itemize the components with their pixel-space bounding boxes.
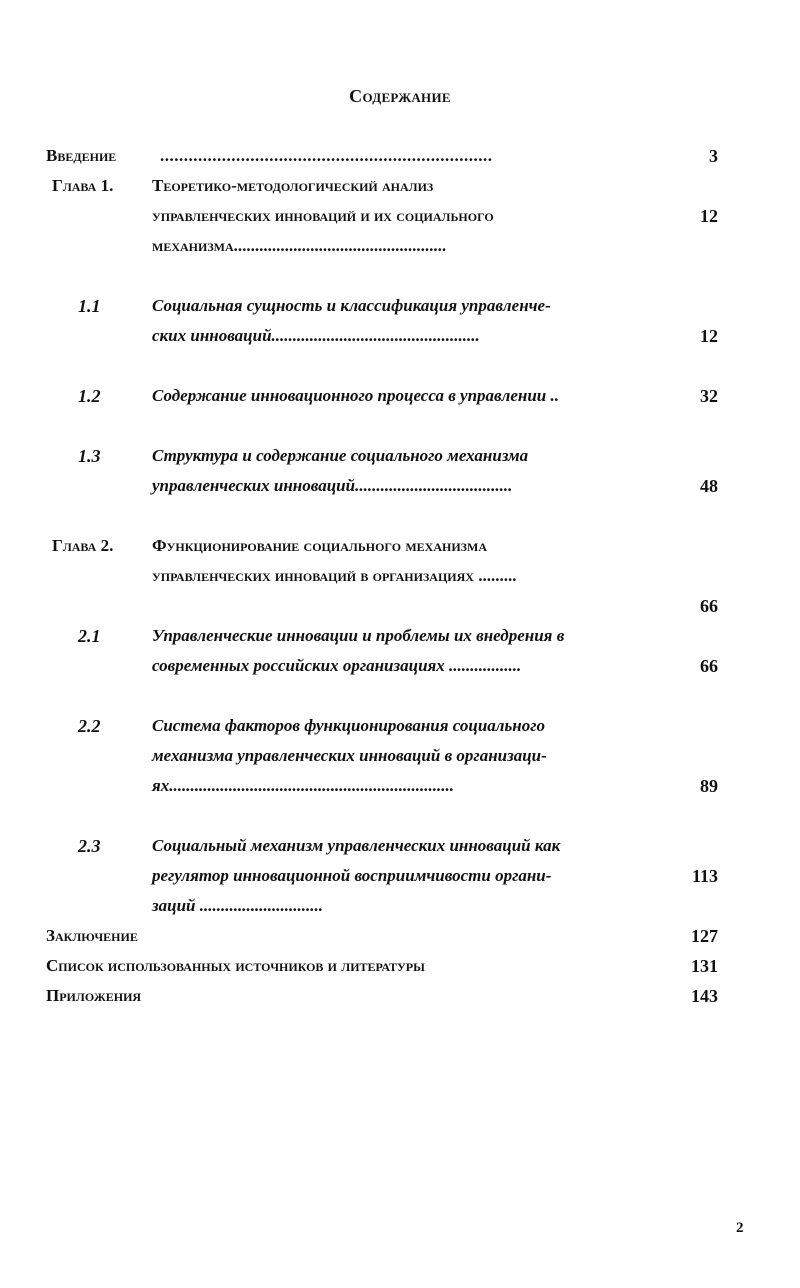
toc-intro-dots: ...................................................................... [160, 146, 493, 165]
toc-ch2-page: 66 [700, 596, 718, 616]
toc-s22-line-3: ях................................................................... [152, 776, 455, 795]
toc-s22-line-2: механизма управленческих инноваций в организаци- [152, 746, 547, 765]
toc-s21-number: 2.1 [78, 626, 101, 646]
toc-s21-page: 66 [700, 656, 718, 676]
toc-s21-line-2: современных российских организациях ................. [152, 656, 522, 675]
toc-s12-line-1: Содержание инновационного процесса в управлении .. [152, 386, 559, 405]
toc-s23-line-2: регулятор инновационной восприимчивости органи- [152, 866, 552, 885]
page-number: 2 [736, 1220, 744, 1236]
toc-appendix-label: Приложения [46, 986, 142, 1005]
toc-s11-line-2: ских инноваций................................................. [152, 326, 480, 345]
toc-intro-page: 3 [709, 146, 718, 166]
toc-s13-page: 48 [700, 476, 718, 496]
toc-s22-line-1: Система факторов функционирования социального [152, 716, 546, 735]
toc-ch1-number: Глава 1. [52, 176, 114, 195]
page-title: Содержание [349, 86, 451, 106]
toc-s12-number: 1.2 [78, 386, 101, 406]
toc-ch2-number: Глава 2. [52, 536, 114, 555]
toc-s11-line-1: Социальная сущность и классификация управленче- [152, 296, 551, 315]
toc-s23-number: 2.3 [78, 836, 101, 856]
toc-sources-label: Список использованных источников и литературы [46, 956, 425, 975]
toc-s12-page: 32 [700, 386, 718, 406]
toc-sources-page: 131 [691, 956, 718, 976]
toc-conclusion-label: Заключение [46, 926, 138, 945]
toc-s13-line-1: Структура и содержание социального механизма [152, 446, 529, 465]
toc-ch1-line-2: управленческих инноваций и их социального [152, 206, 494, 225]
toc-s21-line-1: Управленческие инновации и проблемы их внедрения в [152, 626, 565, 645]
toc-s22-page: 89 [700, 776, 718, 796]
toc-ch1-page: 12 [700, 206, 718, 226]
toc-s23-line-1: Социальный механизм управленческих инноваций как [152, 836, 561, 855]
toc-s22-number: 2.2 [78, 716, 101, 736]
toc-s13-line-2: управленческих инноваций..................................... [152, 476, 513, 495]
toc-ch1-line-1: Теоретико-методологический анализ [152, 176, 434, 195]
toc-appendix-page: 143 [691, 986, 718, 1006]
toc-ch1-line-3: механизма.................................................. [152, 236, 447, 255]
toc-intro-label: Введение [46, 146, 117, 165]
toc-ch2-line-1: Функционирование социального механизма [152, 536, 487, 555]
toc-ch2-line-2: управленческих инноваций в организациях ......... [152, 566, 517, 585]
toc-s23-page: 113 [691, 866, 718, 886]
toc-s11-number: 1.1 [78, 296, 101, 316]
toc-s13-number: 1.3 [78, 446, 101, 466]
toc-conclusion-page: 127 [691, 926, 718, 946]
toc-s11-page: 12 [700, 326, 718, 346]
toc-s23-line-3: заций ............................. [152, 896, 323, 915]
